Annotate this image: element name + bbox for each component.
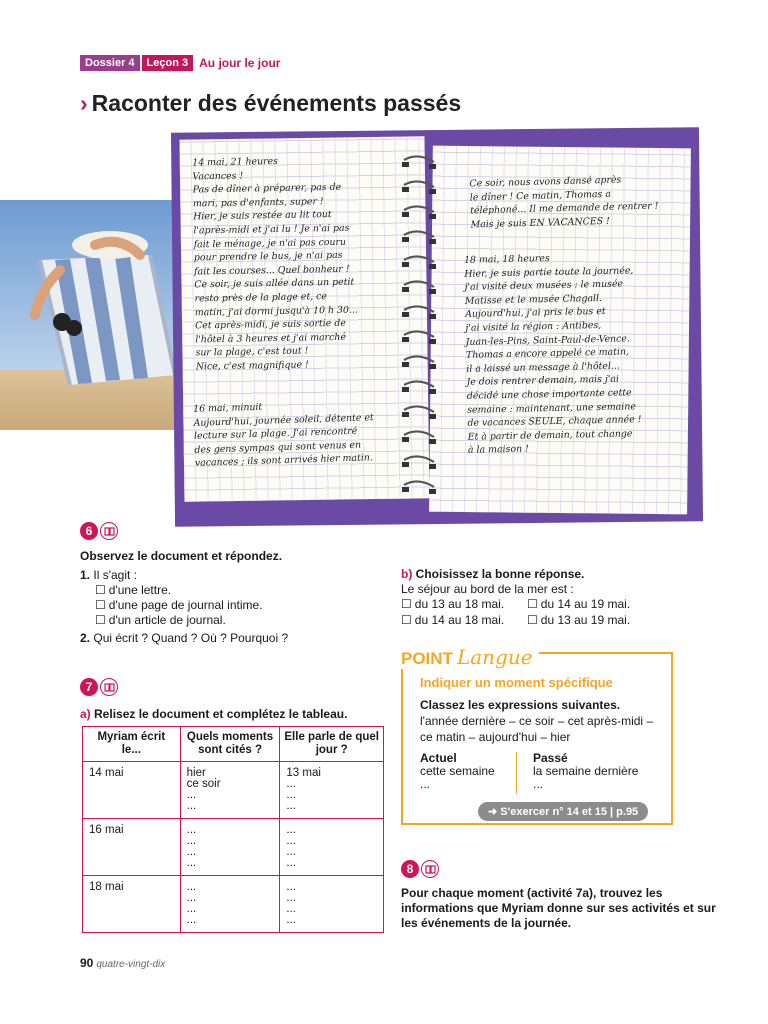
- actuel-more: ...: [420, 777, 431, 791]
- table-cell-moments[interactable]: ... ... ... ...: [180, 819, 280, 876]
- journal-entry-18-mai: 18 mai, 18 heures Hier, je suis partie toute la journée, j'ai visité deux musées : le musée Matisse et le musée Chagall. Aujourd'hui, j'ai pris le bus et j'ai visité la région : Antibes, Juan-les-Pins, Saint-Paul-de-Vence. Thomas a encore appelé ce matin, il a laissé un message à l'hôtel... Je dois rentrer demain, mais j'ai décidé une chose importante cette semaine : maintenant, une semaine de vacances SEULE, chaque année ! Et à partir de demain, tout change à la maison !: [463, 253, 642, 457]
- exercise-8-instruction: Pour chaque moment (activité 7a), trouvez les informations que Myriam donne sur ses activités et sur les événements de la journée.: [401, 886, 716, 930]
- table-row: [83, 762, 384, 819]
- b-option-2-label: du 14 au 19 mai.: [540, 597, 631, 611]
- checkbox-icon[interactable]: ☐: [401, 597, 412, 611]
- b-option-4[interactable]: [527, 612, 630, 628]
- activity-table: [82, 726, 384, 933]
- column-actuel: [420, 752, 515, 791]
- table-cell-moments[interactable]: ... ... ... ...: [180, 876, 280, 933]
- actuel-title: Actuel: [420, 751, 457, 765]
- point-label: POINT: [401, 649, 453, 668]
- table-header-cell: Elle parle de quel jour ?: [280, 727, 384, 762]
- table-cell-jour[interactable]: ... ... ... ...: [280, 819, 384, 876]
- table-cell-date: 18 mai: [83, 876, 181, 933]
- q2-number: 2.: [80, 631, 91, 645]
- q1-option-2[interactable]: [95, 597, 263, 613]
- journal-entry-14-mai: 14 mai, 21 heures Vacances ! Pas de dîner à préparer, pas de mari, pas d'enfants, super ! Hier, je suis restée au lit tout l'après-midi et j'ai lu ! Je n'ai pas fait le ménage, je n'ai pas couru pour prendre le bus, je n'ai pas fait les courses... Quel bonheur ! Ce soir, je suis allée dans un petit resto près de la plage et, ce matin, j'ai dormi jusqu'à 10 h 30... Cet après-midi, je suis sortie de l'hôtel à 3 heures et j'ai marché sur la plage, c'est tout ! Nice, c'est magnifique !: [192, 155, 358, 373]
- table-header-cell: Quels moments sont cités ?: [180, 727, 280, 762]
- book-icon: [421, 860, 439, 878]
- langue-label: Langue: [456, 645, 533, 669]
- checkbox-icon[interactable]: ☐: [95, 613, 106, 627]
- lesson-tags: [80, 55, 280, 71]
- beach-photo: [0, 200, 185, 430]
- table-header-row: [83, 727, 384, 762]
- exercise-7-number: 7: [80, 678, 98, 696]
- table-cell-date: 14 mai: [83, 762, 181, 819]
- exercise-7-badge: [80, 678, 118, 696]
- table-cell-date: 16 mai: [83, 819, 181, 876]
- arrow-right-icon: ➜: [488, 806, 498, 818]
- exercise-6-q1: [80, 567, 137, 583]
- table-cell-moments[interactable]: hier ce soir ... ...: [180, 762, 280, 819]
- q1-option-3[interactable]: [95, 612, 226, 628]
- journal-entry-16-mai-continued: Ce soir, nous avons dansé après le dîner ! Ce matin, Thomas a téléphoné... Il me demande de rentrer ! Mais je suis EN VACANCES !: [469, 174, 659, 231]
- point-langue-expressions: l'année dernière – ce soir – cet après-midi – ce matin – aujourd'hui – hier: [420, 714, 654, 744]
- q1-number: 1.: [80, 568, 91, 582]
- exercise-link-label: S'exercer n° 14 et 15 | p.95: [500, 806, 639, 818]
- checkbox-icon[interactable]: ☐: [95, 598, 106, 612]
- b-option-1[interactable]: [401, 596, 504, 612]
- book-icon: [100, 678, 118, 696]
- q1-option-2-label: d'une page de journal intime.: [108, 598, 263, 612]
- b-option-1-label: du 13 au 18 mai.: [414, 597, 505, 611]
- lecon-tag: Leçon 3: [142, 55, 194, 71]
- exercise-7a-instruction: [80, 706, 347, 722]
- page-number: 90: [80, 956, 94, 970]
- chevron-right-icon: ›: [80, 90, 88, 116]
- b-option-3[interactable]: [401, 612, 504, 628]
- page-title: [80, 90, 461, 117]
- exercise-8-badge: [401, 860, 439, 878]
- table-row: [83, 876, 384, 933]
- column-passe: [533, 752, 663, 791]
- passe-title: Passé: [533, 751, 568, 765]
- a-letter: a): [80, 707, 91, 721]
- table-header-cell: Myriam écrit le...: [83, 727, 181, 762]
- b-option-4-label: du 13 au 19 mai.: [540, 613, 631, 627]
- q1-text: Il s'agit :: [93, 568, 137, 582]
- exercise-6-instruction: Observez le document et répondez.: [80, 549, 283, 563]
- actuel-example: cette semaine: [420, 764, 495, 778]
- page-title-text: Raconter des événements passés: [91, 90, 462, 116]
- journal-entry-16-mai: 16 mai, minuit Aujourd'hui, journée soleil, détente et lecture sur la plage. J'ai rencontré des gens sympas qui sont venus en vacances ; ils sont arrivés hier matin.: [193, 401, 374, 470]
- passe-example: la semaine dernière: [533, 764, 639, 778]
- exercise-6b-question: Le séjour au bord de la mer est :: [401, 582, 574, 596]
- point-langue-subtitle: Indiquer un moment spécifique: [420, 675, 613, 690]
- page-number-words: quatre-vingt-dix: [96, 959, 166, 970]
- checkbox-icon[interactable]: ☐: [401, 613, 412, 627]
- section-title: Au jour le jour: [199, 56, 281, 70]
- table-row: [83, 819, 384, 876]
- q1-option-1[interactable]: [95, 582, 171, 598]
- exercise-8-number: 8: [401, 860, 419, 878]
- column-divider: [516, 752, 517, 794]
- q2-text: Qui écrit ? Quand ? Où ? Pourquoi ?: [93, 631, 289, 645]
- notebook-spiral: [398, 150, 440, 510]
- exercise-6-number: 6: [80, 522, 98, 540]
- q1-option-1-label: d'une lettre.: [108, 583, 172, 597]
- a-instruction-text: Relisez le document et complétez le tableau.: [94, 707, 348, 721]
- exercise-link-button[interactable]: [478, 802, 648, 821]
- exercise-6b-instruction: [401, 566, 584, 582]
- checkbox-icon[interactable]: ☐: [527, 597, 538, 611]
- b-letter: b): [401, 567, 413, 581]
- checkbox-icon[interactable]: ☐: [95, 583, 106, 597]
- point-langue-heading: [401, 645, 539, 669]
- b-instruction-text: Choisissez la bonne réponse.: [415, 567, 585, 581]
- book-icon: [100, 522, 118, 540]
- b-option-2[interactable]: [527, 596, 630, 612]
- exercise-6-badge: [80, 522, 118, 540]
- point-langue-instruction: Classez les expressions suivantes.: [420, 698, 621, 712]
- passe-more: ...: [533, 777, 544, 791]
- table-cell-jour[interactable]: 13 mai ... ... ...: [280, 762, 384, 819]
- checkbox-icon[interactable]: ☐: [527, 613, 538, 627]
- exercise-6-q2: [80, 630, 288, 646]
- table-cell-jour[interactable]: ... ... ... ...: [280, 876, 384, 933]
- page-footer: [80, 956, 165, 970]
- b-option-3-label: du 14 au 18 mai.: [414, 613, 505, 627]
- q1-option-3-label: d'un article de journal.: [108, 613, 226, 627]
- dossier-tag: Dossier 4: [80, 55, 140, 71]
